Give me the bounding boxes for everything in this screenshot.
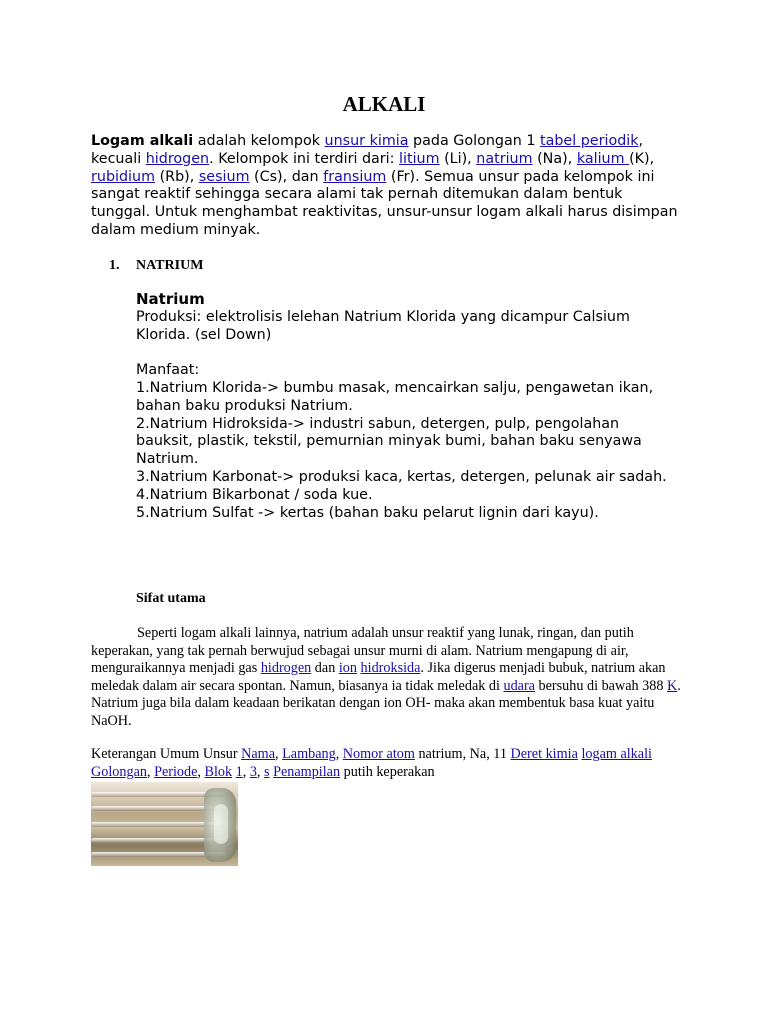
ket-text: natrium, Na, 11 [414,746,511,762]
link-hidrogen[interactable]: hidrogen [145,150,210,167]
sodium-ampoule-image [91,782,238,866]
manfaat-item: 5.Natrium Sulfat -> kertas (bahan baku pelarut lignin dari kayu). [136,504,599,521]
link-penampilan[interactable]: Penampilan [273,763,341,780]
intro-text: adalah kelompok [193,133,325,149]
link-lambang[interactable]: Lambang [282,746,336,762]
natrium-produksi: Produksi: elektrolisis lelehan Natrium Klorida yang dicampur Calsium Klorida. (sel Down) [136,308,630,343]
link-hidroksida[interactable]: hidroksida [360,660,421,677]
link-periode-3[interactable]: 3 [249,763,257,780]
natrium-block [136,291,676,522]
manfaat-label: Manfaat: [136,362,200,379]
link-tabel-periodik[interactable]: tabel periodik [539,133,639,149]
ket-text: , [275,746,283,762]
intro-text: (Na), [532,150,577,167]
link-kelvin[interactable]: K [666,677,678,694]
ket-text: Keterangan Umum Unsur [91,746,242,762]
intro-bold-term: Logam alkali [91,133,194,149]
sifat-text: Seperti logam alkali lainnya, natrium adalah unsur reaktif yang lunak, ringan, dan putih keperakan, yang tak pernah berwujud sebagai unsur murni di alam. Natrium mengapung di air, menguraikannya menjadi gas [91,625,634,677]
link-sesium[interactable]: sesium [198,168,250,185]
sifat-text: . Jika digerus menjadi bubuk, natrium akan meledak dalam air secara spontan. Namun, biasanya ia tidak meledak di [91,660,666,694]
ket-text: , [242,763,250,780]
link-rubidium[interactable]: rubidium [91,168,156,185]
link-blok-s[interactable]: s [264,763,270,780]
link-hidrogen-2[interactable]: hidrogen [260,660,312,677]
intro-text: (Li), [439,150,477,167]
link-ion[interactable]: ion [338,660,357,677]
link-udara[interactable]: udara [503,677,535,694]
ket-text: , [256,763,265,780]
link-nomor-atom[interactable]: Nomor atom [342,746,415,762]
ket-text: putih keperakan [340,763,435,780]
ket-text: , [146,763,155,780]
link-fransium[interactable]: fransium [323,168,387,185]
manfaat-item: 4.Natrium Bikarbonat / soda kue. [136,486,373,503]
link-periode[interactable]: Periode [154,763,198,780]
ket-text: , [335,746,343,762]
link-golongan[interactable]: Golongan [91,763,147,780]
sifat-text: . Natrium juga bila dalam keadaan berikatan dengan ion OH- maka akan membentuk basa kuat yaitu NaOH. [91,677,681,729]
link-natrium[interactable]: natrium [476,150,533,167]
link-golongan-1[interactable]: 1 [235,763,243,780]
ket-text: , [197,763,205,780]
intro-paragraph [91,133,681,240]
section-heading-text: NATRIUM [136,258,204,273]
section-number: 1. [109,258,120,273]
natrium-heading: Natrium [136,290,205,308]
image-detail [214,804,228,844]
manfaat-item: 2.Natrium Hidroksida-> industri sabun, detergen, pulp, pengolahan bauksit, plastik, tekstil, pemurnian minyak bumi, bahan baku senyawa Natrium. [136,415,642,468]
keterangan-umum [91,746,691,781]
intro-text: . Kelompok ini terdiri dari: [209,150,400,167]
intro-text: pada Golongan 1 [408,133,540,149]
sifat-paragraph [91,625,681,731]
link-blok[interactable]: Blok [204,763,233,780]
manfaat-item: 3.Natrium Karbonat-> produksi kaca, kertas, detergen, pelunak air sadah. [136,468,667,485]
spacer [136,344,676,362]
page-title: ALKALI [342,92,426,116]
intro-text: , kecuali [91,133,644,167]
link-unsur-kimia[interactable]: unsur kimia [324,133,409,149]
link-litium[interactable]: litium [399,150,440,167]
sifat-text: dan [311,660,339,677]
link-kalium[interactable]: kalium [576,150,630,167]
intro-text: (Fr). Semua unsur pada kelompok ini sangat reaktif sehingga secara alami tak pernah ditemukan dalam bentuk tunggal. Untuk menghambat reaktivitas, unsur-unsur logam alkali harus disimpan dalam medium minyak. [91,168,678,238]
intro-text: (K), [629,150,655,167]
sifat-heading: Sifat utama [136,591,206,606]
link-nama[interactable]: Nama [241,746,276,762]
sifat-text: bersuhu di bawah 388 [534,677,667,694]
manfaat-item: 1.Natrium Klorida-> bumbu masak, mencairkan salju, pengawetan ikan, bahan baku produksi Natrium. [136,379,654,414]
intro-text: (Rb), [155,168,199,185]
section-heading-natrium [109,257,203,274]
intro-text: (Cs), dan [249,168,324,185]
link-deret-kimia[interactable]: Deret kimia [510,746,578,762]
link-logam-alkali[interactable]: logam alkali [581,746,652,762]
